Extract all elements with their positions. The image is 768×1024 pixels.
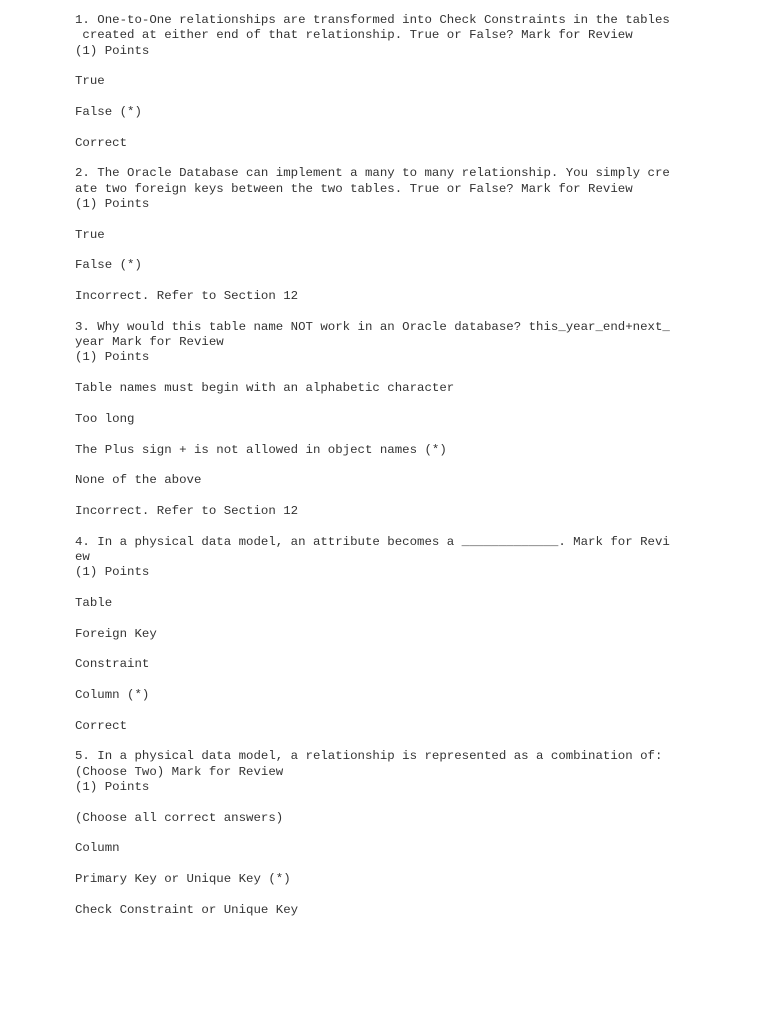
- q2-points: (1) Points: [75, 197, 150, 211]
- q1-text-line2: created at either end of that relationship. True or False? Mark for Review: [75, 28, 633, 42]
- q4-option-4: Column (*): [75, 688, 150, 702]
- q5-option-2: Primary Key or Unique Key (*): [75, 872, 291, 886]
- q4-text-line1: 4. In a physical data model, an attribute becomes a _____________. Mark for Revi: [75, 535, 670, 549]
- q4-feedback: Correct: [75, 719, 128, 733]
- q2-text-line1: 2. The Oracle Database can implement a many to many relationship. You simply cre: [75, 166, 670, 180]
- q5-points: (1) Points: [75, 780, 150, 794]
- q2-feedback: Incorrect. Refer to Section 12: [75, 289, 299, 303]
- q1-feedback: Correct: [75, 136, 128, 150]
- q4-points: (1) Points: [75, 565, 150, 579]
- q3-option-2: Too long: [75, 412, 135, 426]
- q1-option-false: False (*): [75, 105, 142, 119]
- q4-option-1: Table: [75, 596, 113, 610]
- q5-option-3: Check Constraint or Unique Key: [75, 903, 299, 917]
- q5-text-line1: 5. In a physical data model, a relationship is represented as a combination of:: [75, 749, 663, 763]
- q4-text-line2: ew: [75, 550, 90, 564]
- q4-option-3: Constraint: [75, 657, 150, 671]
- q3-text-line1: 3. Why would this table name NOT work in an Oracle database? this_year_end+next_: [75, 320, 670, 334]
- q5-text-line2: (Choose Two) Mark for Review: [75, 765, 284, 779]
- q5-option-1: Column: [75, 841, 120, 855]
- q3-option-1: Table names must begin with an alphabetic character: [75, 381, 455, 395]
- q2-option-false: False (*): [75, 258, 142, 272]
- q1-text-line1: 1. One-to-One relationships are transformed into Check Constraints in the tables: [75, 13, 670, 27]
- q3-feedback: Incorrect. Refer to Section 12: [75, 504, 299, 518]
- q4-option-2: Foreign Key: [75, 627, 157, 641]
- q2-text-line2: ate two foreign keys between the two tables. True or False? Mark for Review: [75, 182, 633, 196]
- q3-text-line2: year Mark for Review: [75, 335, 224, 349]
- q3-option-3: The Plus sign + is not allowed in object names (*): [75, 443, 447, 457]
- q3-option-4: None of the above: [75, 473, 202, 487]
- q1-option-true: True: [75, 74, 105, 88]
- q2-option-true: True: [75, 228, 105, 242]
- q1-points: (1) Points: [75, 44, 150, 58]
- q3-points: (1) Points: [75, 350, 150, 364]
- q5-instruction: (Choose all correct answers): [75, 811, 284, 825]
